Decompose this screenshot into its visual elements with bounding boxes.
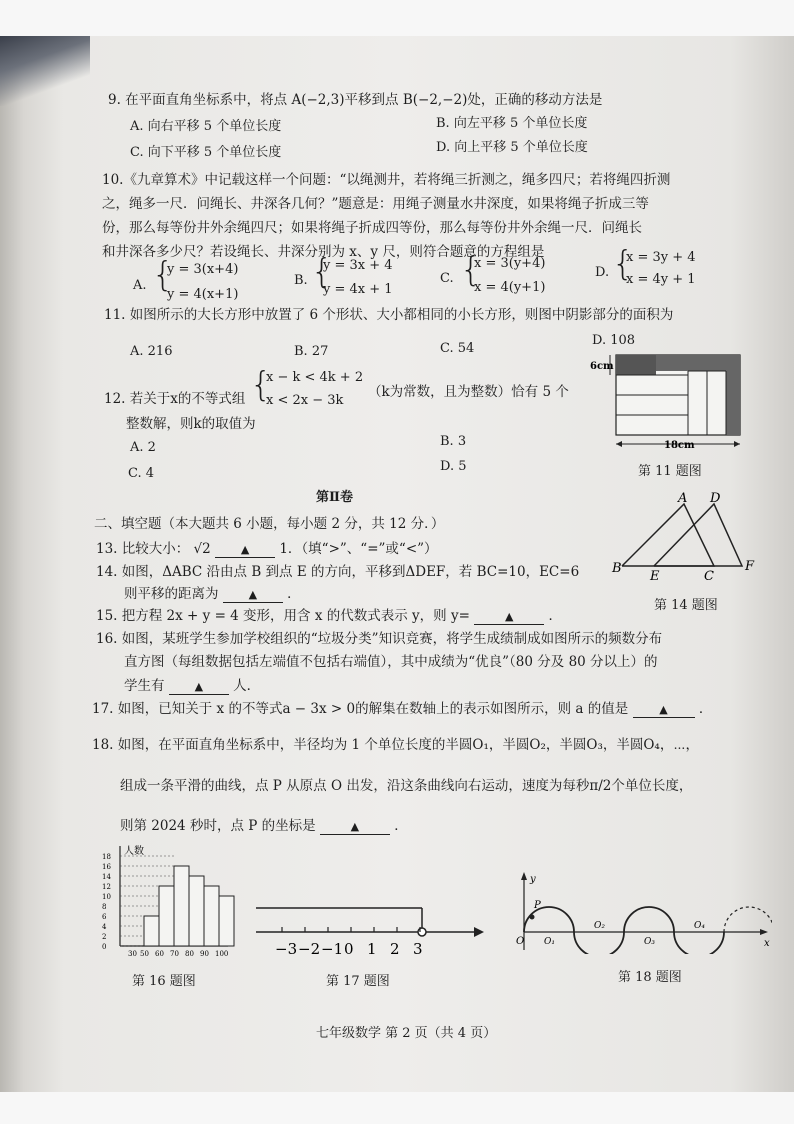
q15-pre: 15. 把方程 2x + y = 4 变形，用含 x 的代数式表示 y，则 y=: [96, 608, 470, 624]
q18-line-3-post: ．: [394, 818, 408, 834]
q10-option-b-label: B.: [294, 273, 308, 288]
q12-ineq-2: x < 2x − 3k: [266, 393, 344, 408]
fig17-tick-label: 2: [390, 940, 400, 958]
q12-brace: {: [250, 365, 272, 405]
q10-option-d-brace: {: [612, 244, 634, 284]
q18-line-1: 18. 如图，在平面直角坐标系中，半径均为 1 个单位长度的半圆O₁，半圆O₂，半圆O₃，半圆O₄，⋯，: [92, 737, 699, 753]
q15-answer-blank[interactable]: ▲: [474, 610, 544, 625]
q9-stem: 9. 在平面直角坐标系中，将点 A(−2,3)平移到点 B(−2,−2)处，正确的移动方法是: [108, 92, 603, 108]
fig11-rectangle-diagram: [588, 352, 748, 456]
q10-option-a-label: A.: [133, 278, 147, 293]
q10-option-b-eq1: y = 3x + 4: [323, 258, 393, 273]
q12-option-b: B. 3: [440, 434, 467, 449]
q14-line-2: [124, 586, 301, 603]
q10-option-a-eq2: y = 4(x+1): [167, 287, 239, 302]
fig17-tick-label: 3: [413, 940, 423, 958]
fig14-point-f: F: [745, 559, 755, 574]
fig14-point-a: A: [678, 491, 688, 506]
fig14-point-d: D: [710, 491, 721, 506]
fig18-point-p: [530, 915, 535, 920]
q10-option-a-eq1: y = 3(x+4): [167, 262, 239, 277]
q13-post: 1．（填“>”、“=”或“<”）: [279, 541, 438, 557]
q16-line-3: [124, 678, 260, 695]
fig14-point-e: E: [650, 569, 660, 582]
fig16-bar: [204, 886, 219, 946]
q10-option-b-eq2: y = 4x + 1: [323, 282, 393, 297]
fig18-x-label: x: [764, 938, 770, 949]
q12-ineq-1: x − k < 4k + 2: [266, 370, 364, 385]
q10-option-c-label: C.: [440, 271, 454, 286]
q14-answer-blank[interactable]: ▲: [223, 588, 283, 603]
fig17-tick-label: −1: [321, 940, 344, 958]
fig16-bar: [174, 866, 189, 946]
q10-option-a-brace: {: [152, 255, 174, 295]
q18-answer-blank[interactable]: ▲: [320, 820, 390, 835]
fig18-label-o2: O₂: [594, 921, 605, 931]
fig16-y-tick: 14: [102, 873, 111, 881]
q17-answer-blank[interactable]: ▲: [633, 703, 695, 718]
page-footer: 七年级数学 第 2 页（共 4 页）: [316, 1026, 497, 1041]
fig16-x-tick: 100: [215, 950, 229, 958]
q11-stem: 11. 如图所示的大长方形中放置了 6 个形状、大小都相同的小长方形，则图中阴影部分的面积为: [104, 307, 674, 323]
fig18-label-o3: O₃: [644, 937, 655, 947]
fig16-bar: [159, 886, 174, 946]
fig16-x-tick: 30: [128, 950, 137, 958]
fig17-tick-label: 1: [367, 940, 377, 958]
q13-line: [96, 541, 438, 558]
fig16-bar: [189, 876, 204, 946]
q16-line-1: 16. 如图，某班学生参加学校组织的“垃圾分类”知识竞赛，将学生成绩制成如图所示的频数分布: [96, 631, 663, 647]
q16-line-2: 直方图（每组数据包括左端值不包括右端值），其中成绩为“优良”（80 分及 80 分以上）的: [124, 654, 658, 670]
fig16-x-tick: 60: [155, 950, 164, 958]
q12-option-c: C. 4: [128, 466, 155, 481]
fig17-tick-label: −3: [275, 940, 298, 958]
q15-post: ．: [548, 608, 562, 624]
q12-stem-line-2: 整数解，则k的取值为: [126, 416, 256, 432]
fig14-triangles-diagram: [610, 490, 760, 582]
q9-option-b: B. 向左平移 5 个单位长度: [436, 116, 588, 131]
fig16-histogram: [100, 842, 240, 960]
part-two-title: 第Ⅱ卷: [316, 490, 353, 505]
q17-line: [92, 701, 712, 718]
fig18-semicircle-curve: [510, 868, 772, 954]
section-two-heading: 二、填空题（本大题共 6 小题，每小题 2 分，共 12 分．）: [94, 516, 445, 532]
q17-pre: 17. 如图，已知关于 x 的不等式a − 3x > 0的解集在数轴上的表示如图所示，则 a 的值是: [92, 701, 629, 717]
q10-option-d-eq2: x = 4y + 1: [626, 272, 696, 287]
q9-option-d: D. 向上平移 5 个单位长度: [436, 140, 588, 155]
q10-option-c-eq2: x = 4(y+1): [474, 280, 546, 295]
fig16-y-tick: 2: [102, 933, 107, 941]
q10-line-3: 份，那么每等份井外余绳四尺；如果将绳子折成四等份，那么每等份井外余绳一尺．问绳长: [102, 220, 642, 236]
fig16-bar: [219, 896, 234, 946]
fig17-tick-label: −2: [298, 940, 321, 958]
fig16-y-tick: 0: [102, 943, 107, 951]
q11-option-b: B. 27: [294, 344, 329, 359]
fig16-y-tick: 16: [102, 863, 111, 871]
fig16-y-tick: 6: [102, 913, 107, 921]
q11-option-a: A. 216: [130, 344, 173, 359]
fig18-label-p: P: [534, 900, 541, 911]
q10-option-d-eq1: x = 3y + 4: [626, 250, 696, 265]
q14-line-1: 14. 如图，ΔABC 沿由点 B 到点 E 的方向，平移到ΔDEF，若 BC=10，EC=6: [96, 564, 580, 580]
q18-line-3: [120, 818, 408, 835]
fig18-y-label: y: [530, 874, 536, 885]
q10-option-c-eq1: x = 3(y+4): [474, 256, 546, 271]
q18-line-2: 组成一条平滑的曲线，点 P 从原点 O 出发，沿这条曲线向右运动，速度为每秒π/2个单位长度，: [120, 778, 693, 794]
fig16-x-tick: 80: [185, 950, 194, 958]
fig14-caption: 第 14 题图: [654, 598, 718, 613]
q10-line-2: 之，绳多一尺．问绳长、井深各几何？”题意是：用绳子测量水井深度，如果将绳子折成三等: [102, 196, 649, 212]
fig17-tick-label: 0: [344, 940, 354, 958]
q14-line-2-text: 则平移的距离为: [124, 586, 219, 602]
q16-line-3-pre: 学生有: [124, 678, 165, 694]
q15-line: [96, 608, 562, 625]
q9-option-c: C. 向下平移 5 个单位长度: [130, 145, 282, 160]
q18-line-3-pre: 则第 2024 秒时，点 P 的坐标是: [120, 818, 316, 834]
fig16-y-tick: 12: [102, 883, 111, 891]
q13-answer-blank[interactable]: ▲: [215, 543, 275, 558]
q10-option-b-brace: {: [311, 252, 333, 292]
q10-option-c-brace: {: [460, 250, 482, 290]
fig16-bar: [144, 916, 159, 946]
fig16-x-tick: 70: [170, 950, 179, 958]
fig16-y-tick: 18: [102, 853, 111, 861]
fig18-caption: 第 18 题图: [618, 970, 682, 985]
q14-post: ．: [287, 586, 301, 602]
q9-option-a: A. 向右平移 5 个单位长度: [130, 119, 282, 134]
fig14-point-b: B: [612, 561, 622, 576]
fig18-label-o1: O₁: [544, 937, 555, 947]
q13-pre: 13. 比较大小： √2: [96, 541, 211, 557]
q12-option-a: A. 2: [130, 440, 156, 455]
fig16-y-tick: 4: [102, 923, 107, 931]
q12-stem-post: （k为常数，且为整数）恰有 5 个: [368, 384, 569, 400]
fig16-y-tick: 10: [102, 893, 111, 901]
fig16-x-tick: 90: [200, 950, 209, 958]
fig16-y-tick: 8: [102, 903, 107, 911]
q10-option-d-label: D.: [595, 265, 610, 280]
q16-answer-blank[interactable]: ▲: [169, 680, 229, 695]
fig18-label-o: O: [516, 936, 525, 947]
fig18-label-o4: O₄: [694, 921, 705, 931]
fig11-height-label: 6cm: [590, 361, 614, 372]
q12-stem-pre: 12. 若关于x的不等式组: [104, 391, 246, 407]
q11-option-c: C. 54: [440, 341, 475, 356]
fig16-y-label: 人数: [124, 846, 144, 857]
q11-option-d: D. 108: [592, 333, 636, 348]
fig16-caption: 第 16 题图: [132, 974, 196, 989]
fig17-number-line: [252, 896, 492, 960]
fig11-caption: 第 11 题图: [638, 464, 702, 479]
q16-line-3-post: 人．: [233, 678, 261, 694]
q17-post: ．: [698, 701, 713, 717]
q10-line-4: 和井深各多少尺？若设绳长、井深分别为 x、y 尺，则符合题意的方程组是: [102, 244, 545, 260]
q12-option-d: D. 5: [440, 459, 467, 474]
fig14-point-c: C: [704, 569, 714, 582]
fig17-caption: 第 17 题图: [326, 974, 390, 989]
fig11-width-label: 18cm: [664, 440, 695, 451]
fig16-x-tick: 50: [140, 950, 149, 958]
fig17-open-point: [418, 928, 426, 936]
q10-line-1: 10.《九章算术》中记载这样一个问题：“以绳测井，若将绳三折测之，绳多四尺；若将绳四折测: [102, 172, 671, 188]
